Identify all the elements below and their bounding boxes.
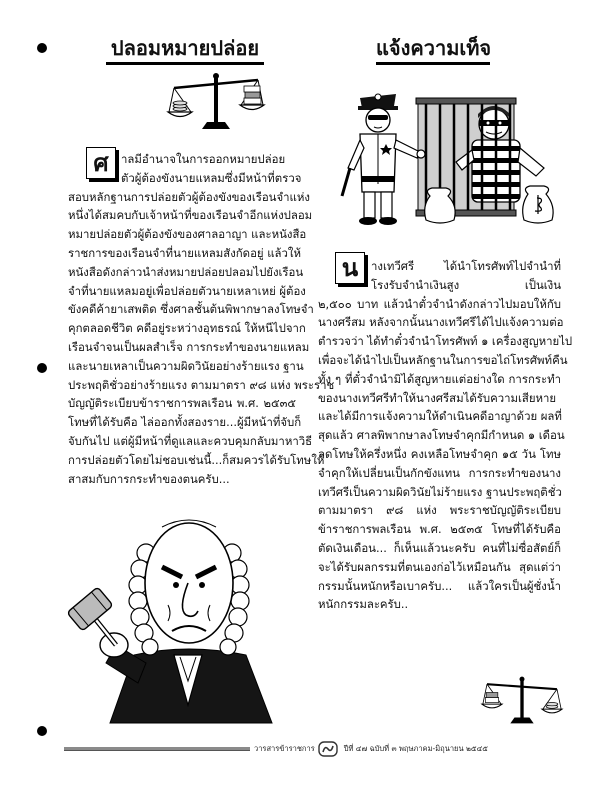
left-text-line: คุกตลอดชีวิต คดีอยู่ระหว่างอุทธรณ์ ให้หนีไปจาก xyxy=(68,321,306,336)
right-text-line: จะได้รับผลกรรมที่ตนเองก่อไว้เหมือนกัน สุดแต่ว่า xyxy=(318,559,561,574)
left-text-line: หมายปล่อยตัวผู้ต้องขังของศาลอาญา และหนังสือ xyxy=(68,227,307,242)
police-prison-thief-illustration xyxy=(322,84,560,226)
right-text-line: ทั้ง ๆ ที่ตั๋วจำนำมิได้สูญหายแต่อย่างใด การกระทำ xyxy=(318,371,561,386)
left-text-line: ตัวผู้ต้องขังนายแหลมซึ่งมีหน้าที่ตรวจ xyxy=(121,170,302,185)
judge-with-gavel-illustration xyxy=(76,505,276,723)
left-text-line: บัญญัติระเบียบข้าราชการพลเรือน พ.ศ. ๒๕๓๕ xyxy=(68,396,296,411)
right-text-line: เทวีศรีเป็นความผิดวินัยไม่ร้ายแรง ฐานประพฤติชั่ว xyxy=(318,484,562,499)
page-footer xyxy=(64,741,564,757)
left-article-title: ปลอมหมายปล่อย xyxy=(106,34,264,65)
left-text-line: จับกันไป แต่ผู้มีหน้าที่ดูแลและควบคุมกลับมาหาวิธี xyxy=(68,434,313,448)
right-drop-cap: น xyxy=(335,252,365,284)
right-article-title: แจ้งความเท็จ xyxy=(376,34,490,65)
right-text-line: ของนางเทวีศรีทำให้นางศรีสมได้รับความเสียหาย xyxy=(318,390,557,405)
right-text-line: ๒,๕๐๐ บาท แล้วนำตั๋วจำนำดังกล่าวไปมอบให้กับ xyxy=(318,296,561,311)
right-text-line: จำคุกให้เปลี่ยนเป็นกักขังแทน การกระทำของนาง xyxy=(318,465,561,480)
right-text-line: ตำรวจว่า ได้ทำตั๋วจำนำโทรศัพท์ ๑ เครื่องสูญหายไป xyxy=(318,334,573,349)
margin-bullet xyxy=(37,726,47,736)
right-text-line: ตัดเงินเดือน... ก็เห็นแล้วนะครับ คนที่ไม่ซื่อสัตย์ก็ xyxy=(318,541,561,555)
footer-journal-name: วารสารข้าราชการ xyxy=(254,744,315,753)
margin-bullet xyxy=(37,363,47,373)
left-text-line: หนังสือดังกล่าวนำส่งหมายปล่อยปลอมไปยังเรือน xyxy=(68,264,304,279)
journal-logo-icon xyxy=(318,741,338,757)
right-text-line: ตามมาตรา ๙๘ แห่ง พระราชบัญญัติระเบียบ xyxy=(318,503,561,518)
balance-scales-icon xyxy=(168,70,264,132)
left-text-line: ราชการของเรือนจำที่นายแหลมสังกัดอยู่ แล้วให้ xyxy=(68,246,301,260)
left-text-line: และนายเหลาเป็นความผิดวินัยอย่างร้ายแรง ฐาน xyxy=(68,358,304,373)
left-text-line: ขังคดีค้ายาเสพติด ซึ่งศาลชั้นต้นพิพากษาลงโทษจำ xyxy=(68,302,314,317)
left-text-line: สาสมกับการกระทำของตนครับ... xyxy=(68,471,230,486)
footer-issue-info: ปีที่ ๔๗ ฉบับที่ ๓ พฤษภาคม-มิถุนายน ๒๕๔๕ xyxy=(343,744,488,753)
right-text-line: นางศรีสม หลังจากนั้นนางเทวีศรีได้ไปแจ้งความต่อ xyxy=(318,315,564,330)
right-text-line: หนักกรรมละครับ.. xyxy=(318,597,409,612)
left-text-line: าลมีอำนาจในการออกหมายปล่อย xyxy=(121,152,286,166)
left-text-line: ประพฤติชั่วอย่างร้ายแรง ตามมาตรา ๙๘ แห่ง พระราช xyxy=(68,377,335,392)
left-text-line: จำที่นายแหลมอยู่เพื่อปล่อยตัวนายเหลาเหย่ ผู้ต้อง xyxy=(68,283,306,298)
right-text-line: ลดโทษให้ครึ่งหนึ่ง คงเหลือโทษจำคุก ๑๕ วัน โทษ xyxy=(318,447,561,461)
right-text-line: และได้มีการแจ้งความให้ดำเนินคดีอาญาด้วย ผลที่ xyxy=(318,409,562,424)
margin-bullet xyxy=(37,43,47,53)
left-text-line: โทษที่ได้รับคือ ไล่ออกทั้งสองราย...ผู้มีหน้าที่จับก็ xyxy=(68,415,302,430)
left-text-line: หนึ่งได้สมคบกับเจ้าหน้าที่ของเรือนจำอีกแห่งปลอม xyxy=(68,208,313,223)
right-text-line: ข้าราชการพลเรือน พ.ศ. ๒๕๓๕ โทษที่ได้รับคือ xyxy=(318,522,561,537)
balance-scales-icon xyxy=(482,666,562,734)
right-text-line: โรงรับจำนำเงินสูง เป็นเงิน xyxy=(371,277,561,292)
right-text-line: กรรมนั้นหนักหรือเบาครับ... แล้วใครเป็นผู้ชั่งน้ำ xyxy=(318,578,561,593)
right-text-line: เพื่อจะได้นำไปเป็นหลักฐานในการขอไถ่โทรศัพท์คืน xyxy=(318,353,568,367)
left-text-line: เรือนจำจนเป็นผลสำเร็จ การกระทำของนายแหลม xyxy=(68,340,310,354)
left-text-line: สอบหลักฐานการปล่อยตัวผู้ต้องขังของเรือนจำแห่ง xyxy=(68,189,310,204)
footer-rule xyxy=(64,747,250,751)
right-text-line: างเทวีศรี ได้นำโทรศัพท์ไปจำนำที่ xyxy=(371,259,561,273)
left-text-line: การปล่อยตัวโดยไม่ชอบเช่นนี้...ก็สมควรได้รับโทษให้ xyxy=(68,452,325,467)
left-drop-cap: ศ xyxy=(86,147,116,179)
right-text-line: สุดแล้ว ศาลพิพากษาลงโทษจำคุกมีกำหนด ๑ เดือน xyxy=(318,428,565,443)
